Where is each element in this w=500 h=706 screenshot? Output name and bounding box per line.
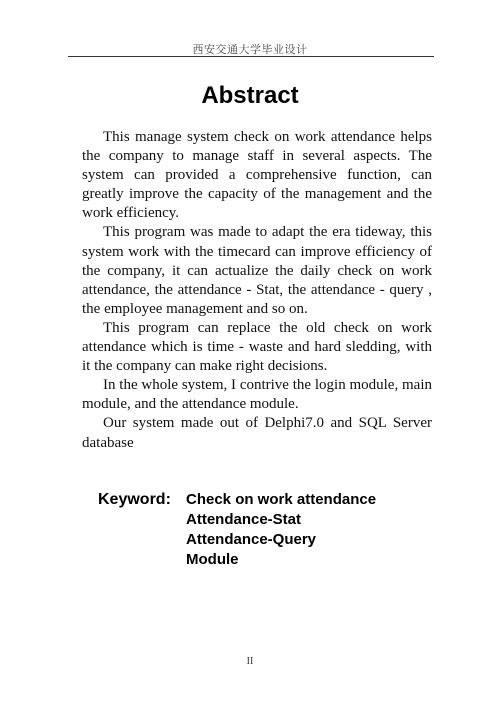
abstract-paragraph-3: This program can replace the old check on work attendance which is time - waste and hard sledding, with it the company can make right decisions. [82,319,432,375]
running-header-title: 西安交通大学毕业设计 [192,44,308,56]
header-divider [68,56,434,57]
keyword-item: Module [186,551,239,568]
abstract-paragraph-4: In the whole system, I contrive the login module, main module, and the attendance module. [82,377,432,413]
keywords-row [98,490,438,570]
keyword-item: Attendance-Query [186,531,317,548]
keyword-item: Attendance-Stat [186,511,302,528]
abstract-body [82,128,432,453]
keywords-label: Keyword: [98,491,171,508]
keywords-list [186,490,376,570]
keyword-item: Check on work attendance [186,491,377,508]
abstract-paragraph-2: This program was made to adapt the era tideway, this system work with the timecard can improve efficiency of the company, it can actualize the daily check on work attendance, the attendance - Stat, the attendance - query , the employee management and so on. [82,224,432,317]
page-number: II [246,656,254,667]
abstract-heading: Abstract [201,82,299,109]
abstract-paragraph-1: This manage system check on work attendance helps the company to manage staff in several aspects. The system can provided a comprehensive function, can greatly improve the capacity of the management and the work efficiency. [82,129,432,222]
abstract-paragraph-5: Our system made out of Delphi7.0 and SQL Server database [82,415,432,451]
keywords-section [98,490,438,570]
